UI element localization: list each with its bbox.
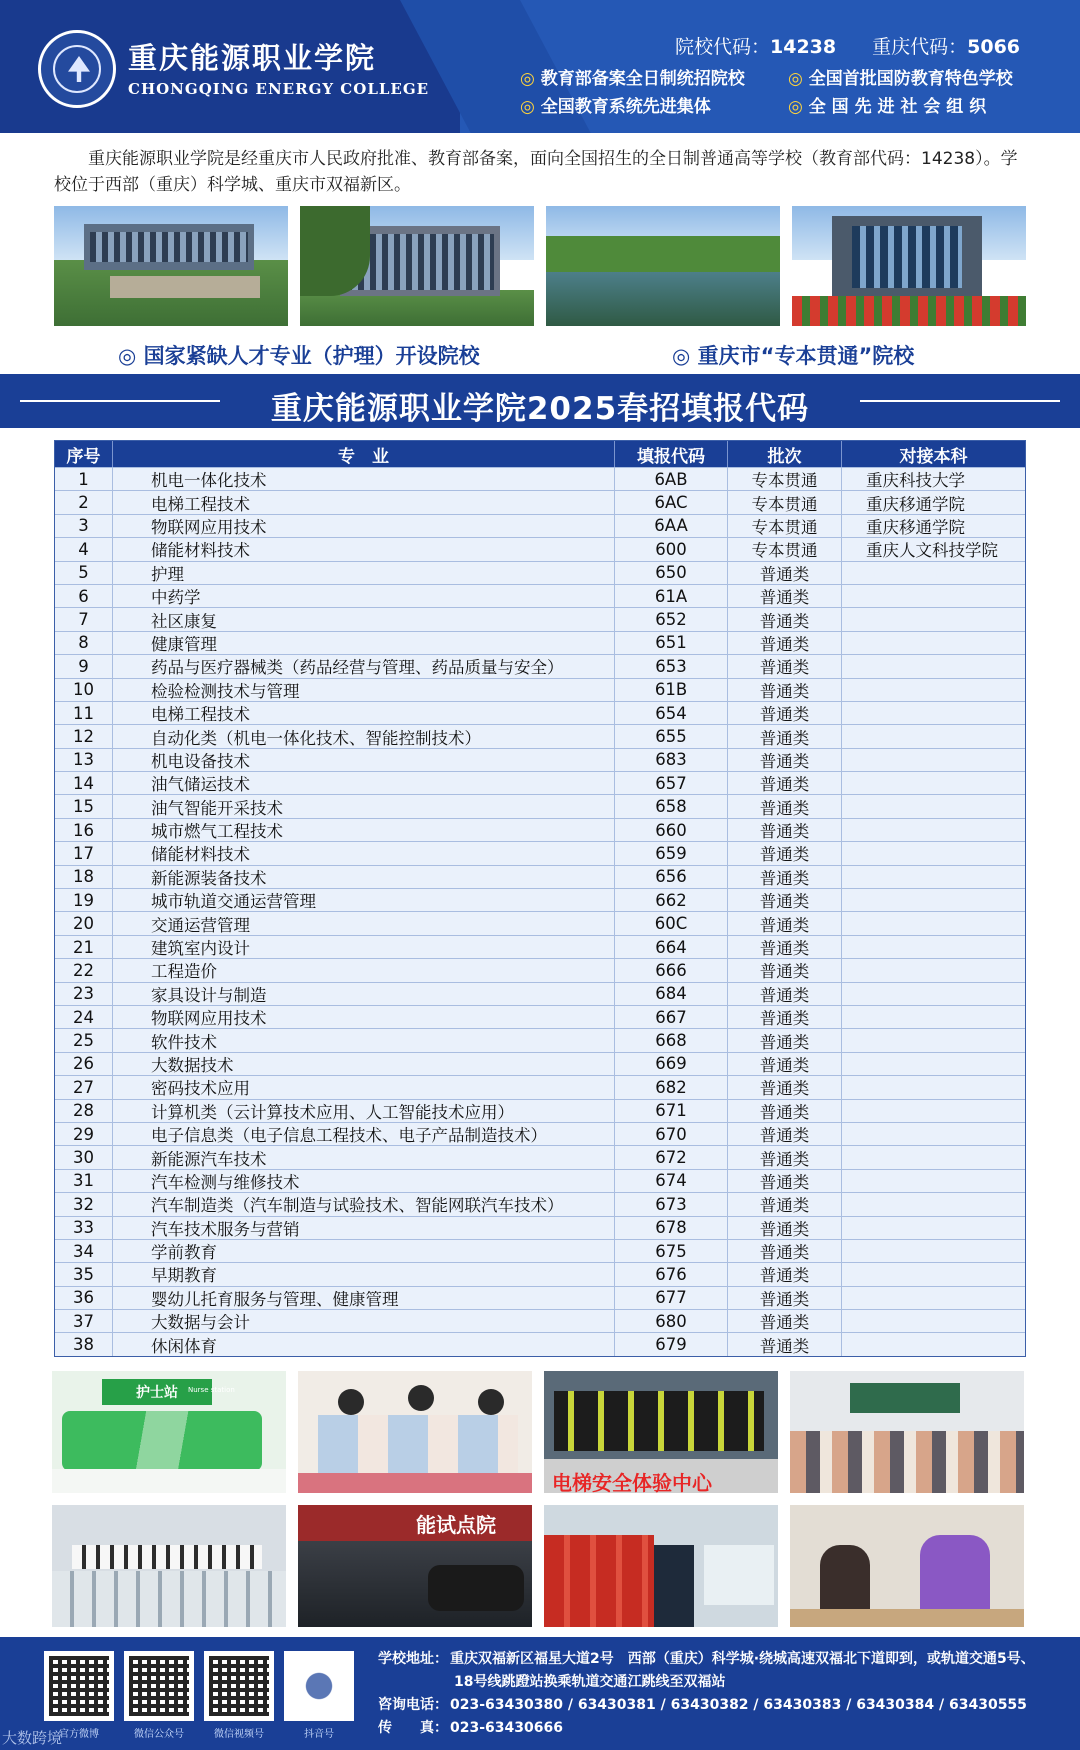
row-code: 680 [615, 1310, 728, 1332]
row-major: 储能材料技术 [113, 842, 615, 864]
college-logo-icon [38, 30, 116, 108]
table-body [55, 467, 1025, 1356]
table-row [55, 678, 1025, 701]
col-header-major: 专 业 [113, 441, 615, 467]
row-major: 学前教育 [113, 1240, 615, 1262]
row-index: 36 [55, 1287, 113, 1309]
row-code: 671 [615, 1100, 728, 1122]
row-major: 机电设备技术 [113, 749, 615, 771]
row-batch: 普通类 [728, 1217, 842, 1239]
row-university [842, 679, 1025, 701]
row-batch: 普通类 [728, 1076, 842, 1098]
row-batch: 普通类 [728, 819, 842, 841]
row-index: 1 [55, 468, 113, 490]
row-batch: 专本贯通 [728, 515, 842, 537]
qr-caption: 微信公众号 [134, 1729, 184, 1740]
table-row [55, 841, 1025, 864]
table-row [55, 1332, 1025, 1355]
row-index: 31 [55, 1170, 113, 1192]
row-index: 6 [55, 585, 113, 607]
row-code: 677 [615, 1287, 728, 1309]
row-major: 工程造价 [113, 959, 615, 981]
row-code: 6AA [615, 515, 728, 537]
table-row [55, 584, 1025, 607]
row-code: 670 [615, 1123, 728, 1145]
table-row [55, 1169, 1025, 1192]
row-code: 664 [615, 936, 728, 958]
row-index: 23 [55, 983, 113, 1005]
row-code: 659 [615, 842, 728, 864]
row-index: 9 [55, 655, 113, 677]
row-university [842, 1053, 1025, 1075]
row-code: 656 [615, 866, 728, 888]
table-row [55, 888, 1025, 911]
row-index: 21 [55, 936, 113, 958]
table-row [55, 1239, 1025, 1262]
row-batch: 普通类 [728, 1053, 842, 1075]
row-major: 健康管理 [113, 632, 615, 654]
row-major: 电子信息类（电子信息工程技术、电子产品制造技术） [113, 1123, 615, 1145]
row-index: 12 [55, 725, 113, 747]
row-major: 检验检测技术与管理 [113, 679, 615, 701]
honor-tag: ◎ 全国教育系统先进集体 [520, 92, 711, 117]
row-batch: 普通类 [728, 679, 842, 701]
row-batch: 普通类 [728, 1123, 842, 1145]
row-code: 667 [615, 1006, 728, 1028]
row-major: 城市燃气工程技术 [113, 819, 615, 841]
row-code: 682 [615, 1076, 728, 1098]
row-code: 679 [615, 1333, 728, 1355]
row-batch: 普通类 [728, 725, 842, 747]
row-code: 672 [615, 1146, 728, 1168]
row-university [842, 1170, 1025, 1192]
row-code: 6AB [615, 468, 728, 490]
col-header-batch: 批次 [728, 441, 842, 467]
row-code: 684 [615, 983, 728, 1005]
phone-text: 023-63430380 / 63430381 / 63430382 / 63430383 / 63430384 / 63430555 [450, 1697, 1027, 1713]
row-index: 28 [55, 1100, 113, 1122]
phone-line [378, 1694, 1068, 1717]
row-code: 678 [615, 1217, 728, 1239]
feature-junior-bachelor: ◎ 重庆市“专本贯通”院校 [672, 340, 914, 370]
cq-code-label: 重庆代码： [872, 36, 968, 58]
row-major: 电梯工程技术 [113, 702, 615, 724]
row-university [842, 959, 1025, 981]
classroom-photo [790, 1371, 1024, 1493]
table-row [55, 748, 1025, 771]
table-row [55, 911, 1025, 934]
intro-paragraph: 重庆能源职业学院是经重庆市人民政府批准、教育部备案，面向全国招生的全日制普通高等学校（教育部代码：14238）。学校位于西部（重庆）科学城、重庆市双福新区。 [54, 149, 1018, 195]
row-index: 7 [55, 608, 113, 630]
row-university [842, 1076, 1025, 1098]
row-university [842, 1146, 1025, 1168]
row-university [842, 772, 1025, 794]
row-university: 重庆人文科技学院 [866, 541, 998, 561]
fax-text: 023-63430666 [450, 1720, 563, 1736]
row-index: 11 [55, 702, 113, 724]
row-index: 38 [55, 1333, 113, 1355]
table-row [55, 467, 1025, 490]
qr-code-icon[interactable] [204, 1651, 274, 1721]
row-batch: 普通类 [728, 585, 842, 607]
skill-point-text: 能试点院 [416, 1513, 496, 1537]
row-code: 675 [615, 1240, 728, 1262]
table-row [55, 1216, 1025, 1239]
fax-label: 传 真： [378, 1720, 448, 1736]
table-header [55, 441, 1025, 467]
early-education-photo [790, 1505, 1024, 1627]
row-batch: 普通类 [728, 795, 842, 817]
row-index: 17 [55, 842, 113, 864]
row-code: 654 [615, 702, 728, 724]
row-batch: 普通类 [728, 1310, 842, 1332]
row-batch: 普通类 [728, 702, 842, 724]
table-row [55, 958, 1025, 981]
row-major: 婴幼儿托育服务与管理、健康管理 [113, 1287, 615, 1309]
row-code: 660 [615, 819, 728, 841]
row-batch: 普通类 [728, 1146, 842, 1168]
row-university [842, 1100, 1025, 1122]
qr-code-icon[interactable] [124, 1651, 194, 1721]
row-batch: 普通类 [728, 889, 842, 911]
campus-photo [300, 206, 534, 326]
row-university [842, 608, 1025, 630]
row-code: 674 [615, 1170, 728, 1192]
row-university [842, 1310, 1025, 1332]
cq-code: 5066 [967, 36, 1021, 58]
row-batch: 普通类 [728, 1006, 842, 1028]
table-row [55, 724, 1025, 747]
row-university [842, 842, 1025, 864]
row-major: 密码技术应用 [113, 1076, 615, 1098]
row-index: 22 [55, 959, 113, 981]
row-batch: 专本贯通 [728, 491, 842, 513]
qr-caption: 官方微博 [59, 1729, 99, 1740]
row-code: 673 [615, 1193, 728, 1215]
table-row [55, 654, 1025, 677]
row-code: 657 [615, 772, 728, 794]
row-code: 668 [615, 1029, 728, 1051]
row-index: 24 [55, 1006, 113, 1028]
nurse-station-sign: 护士站 [136, 1385, 178, 1401]
row-university [842, 749, 1025, 771]
row-university: 重庆移通学院 [866, 517, 965, 537]
row-index: 8 [55, 632, 113, 654]
row-code: 651 [615, 632, 728, 654]
table-row [55, 771, 1025, 794]
row-code: 669 [615, 1053, 728, 1075]
table-row [55, 561, 1025, 584]
row-university [842, 725, 1025, 747]
elevator-center-text: 电梯安全体验中心 [552, 1471, 712, 1493]
row-code: 658 [615, 795, 728, 817]
row-university [842, 1193, 1025, 1215]
row-major: 油气储运技术 [113, 772, 615, 794]
row-university [842, 585, 1025, 607]
table-row [55, 537, 1025, 560]
row-major: 交通运营管理 [113, 912, 615, 934]
table-row [55, 1099, 1025, 1122]
row-major: 护理 [113, 562, 615, 584]
qr-code-icon[interactable] [44, 1651, 114, 1721]
honor-tag: ◎ 教育部备案全日制统招院校 [520, 64, 745, 89]
table-row [55, 1262, 1025, 1285]
row-major: 建筑室内设计 [113, 936, 615, 958]
row-index: 13 [55, 749, 113, 771]
admission-code-table [54, 440, 1026, 1357]
row-code: 61A [615, 585, 728, 607]
row-major: 中药学 [113, 585, 615, 607]
row-major: 休闲体育 [113, 1333, 615, 1355]
college-name-cn: 重庆能源职业学院 [128, 41, 377, 75]
row-batch: 普通类 [728, 959, 842, 981]
table-row [55, 982, 1025, 1005]
row-batch: 普通类 [728, 936, 842, 958]
row-major: 油气智能开采技术 [113, 795, 615, 817]
row-batch: 普通类 [728, 562, 842, 584]
row-university: 重庆移通学院 [866, 494, 965, 514]
row-university [842, 1006, 1025, 1028]
row-index: 15 [55, 795, 113, 817]
row-batch: 普通类 [728, 1333, 842, 1355]
row-major: 早期教育 [113, 1263, 615, 1285]
row-index: 35 [55, 1263, 113, 1285]
qr-caption: 微信视频号 [214, 1729, 264, 1740]
elevator-center-photo [544, 1371, 778, 1493]
row-index: 20 [55, 912, 113, 934]
row-batch: 普通类 [728, 1263, 842, 1285]
row-university [842, 936, 1025, 958]
row-index: 33 [55, 1217, 113, 1239]
nurse-station-sign-en: Nurse station [188, 1386, 235, 1394]
row-batch: 普通类 [728, 983, 842, 1005]
row-index: 34 [55, 1240, 113, 1262]
title-banner [0, 374, 1080, 428]
row-batch: 普通类 [728, 1193, 842, 1215]
row-index: 5 [55, 562, 113, 584]
row-university [842, 889, 1025, 911]
row-batch: 普通类 [728, 1287, 842, 1309]
row-batch: 普通类 [728, 1100, 842, 1122]
row-university [842, 562, 1025, 584]
row-major: 软件技术 [113, 1029, 615, 1051]
row-university [842, 632, 1025, 654]
row-major: 储能材料技术 [113, 538, 615, 560]
row-university [842, 1029, 1025, 1051]
col-header-university: 对接本科 [899, 446, 968, 467]
row-batch: 专本贯通 [728, 538, 842, 560]
table-row [55, 1309, 1025, 1332]
row-index: 16 [55, 819, 113, 841]
row-batch: 普通类 [728, 1029, 842, 1051]
campus-photo [546, 206, 780, 326]
row-major: 物联网应用技术 [113, 515, 615, 537]
table-row [55, 794, 1025, 817]
row-major: 汽车检测与维修技术 [113, 1170, 615, 1192]
table-row [55, 701, 1025, 724]
qr-caption: 抖音号 [304, 1729, 334, 1740]
feature-nursing: ◎ 国家紧缺人才专业（护理）开设院校 [118, 340, 480, 370]
table-row [55, 818, 1025, 841]
col-header-index: 序号 [55, 441, 113, 467]
row-index: 29 [55, 1123, 113, 1145]
students-training-photo [544, 1505, 778, 1627]
auto-skill-photo [298, 1505, 532, 1627]
watermark: 大数跨境 [2, 1729, 63, 1747]
row-index: 25 [55, 1029, 113, 1051]
address-line [378, 1648, 1068, 1671]
college-name-en: CHONGQING ENERGY COLLEGE [128, 80, 430, 98]
table-row [55, 1192, 1025, 1215]
table-row [55, 1286, 1025, 1309]
address-label: 学校地址： [378, 1651, 448, 1667]
row-university [842, 1123, 1025, 1145]
row-code: 652 [615, 608, 728, 630]
row-code: 61B [615, 679, 728, 701]
row-batch: 普通类 [728, 1240, 842, 1262]
row-major: 电梯工程技术 [113, 491, 615, 513]
row-code: 600 [615, 538, 728, 560]
address-text: 重庆双福新区福星大道2号 西部（重庆）科学城·绕城高速双福北下道即到，或轨道交通5号、 [450, 1651, 1035, 1667]
table-row [55, 514, 1025, 537]
row-index: 2 [55, 491, 113, 513]
row-index: 10 [55, 679, 113, 701]
row-major: 大数据与会计 [113, 1310, 615, 1332]
row-code: 6AC [615, 491, 728, 513]
row-code: 666 [615, 959, 728, 981]
row-index: 37 [55, 1310, 113, 1332]
row-batch: 普通类 [728, 866, 842, 888]
row-index: 27 [55, 1076, 113, 1098]
row-major: 家具设计与制造 [113, 983, 615, 1005]
honor-tag: ◎ 全国首批国防教育特色学校 [788, 64, 1013, 89]
row-batch: 专本贯通 [728, 468, 842, 490]
row-major: 城市轨道交通运营管理 [113, 889, 615, 911]
fax-line [378, 1717, 1068, 1740]
row-index: 18 [55, 866, 113, 888]
row-batch: 普通类 [728, 912, 842, 934]
table-row [55, 935, 1025, 958]
banner-title: 重庆能源职业学院2025春招填报代码 [270, 391, 810, 427]
row-university [842, 1333, 1025, 1355]
table-row [55, 1005, 1025, 1028]
header [0, 0, 1080, 133]
row-index: 14 [55, 772, 113, 794]
row-index: 19 [55, 889, 113, 911]
honor-tag: ◎ 全 国 先 进 社 会 组 织 [788, 92, 986, 117]
row-batch: 普通类 [728, 842, 842, 864]
campus-photo [792, 206, 1026, 326]
row-batch: 普通类 [728, 632, 842, 654]
school-code-label: 院校代码： [675, 36, 771, 58]
row-code: 676 [615, 1263, 728, 1285]
row-batch: 普通类 [728, 1170, 842, 1192]
row-major: 社区康复 [113, 608, 615, 630]
contact-info [378, 1648, 1068, 1740]
row-major: 汽车制造类（汽车制造与试验技术、智能网联汽车技术） [113, 1193, 615, 1215]
row-major: 汽车技术服务与营销 [113, 1217, 615, 1239]
row-university [842, 1263, 1025, 1285]
row-university [842, 655, 1025, 677]
row-code: 662 [615, 889, 728, 911]
row-batch: 普通类 [728, 655, 842, 677]
row-university [842, 983, 1025, 1005]
nurse-station-photo [52, 1371, 286, 1493]
col-header-code: 填报代码 [615, 441, 728, 467]
address-line-2: 18号线跳蹬站换乘轨道交通江跳线至双福站 [454, 1674, 726, 1690]
row-batch: 普通类 [728, 608, 842, 630]
row-code: 655 [615, 725, 728, 747]
row-university [842, 1217, 1025, 1239]
row-major: 计算机类（云计算技术应用、人工智能技术应用） [113, 1100, 615, 1122]
school-code: 14238 [770, 36, 837, 58]
row-major: 物联网应用技术 [113, 1006, 615, 1028]
nursing-training-photo [298, 1371, 532, 1493]
table-row [55, 865, 1025, 888]
row-major: 新能源汽车技术 [113, 1146, 615, 1168]
row-university [842, 1287, 1025, 1309]
row-index: 3 [55, 515, 113, 537]
phone-label: 咨询电话： [378, 1697, 448, 1713]
row-university [842, 912, 1025, 934]
row-university [842, 1240, 1025, 1262]
model-showcase-photo [52, 1505, 286, 1627]
college-codes [675, 32, 1020, 59]
row-university [842, 795, 1025, 817]
row-university [842, 702, 1025, 724]
table-row [55, 1028, 1025, 1051]
row-batch: 普通类 [728, 772, 842, 794]
row-university [842, 819, 1025, 841]
row-code: 683 [615, 749, 728, 771]
row-university [842, 866, 1025, 888]
row-batch: 普通类 [728, 749, 842, 771]
row-major: 新能源装备技术 [113, 866, 615, 888]
row-major: 自动化类（机电一体化技术、智能控制技术） [113, 725, 615, 747]
row-index: 30 [55, 1146, 113, 1168]
qr-code-icon[interactable] [284, 1651, 354, 1721]
row-index: 32 [55, 1193, 113, 1215]
row-index: 26 [55, 1053, 113, 1075]
table-row [55, 1122, 1025, 1145]
row-code: 653 [615, 655, 728, 677]
table-row [55, 1145, 1025, 1168]
table-row [55, 1052, 1025, 1075]
row-major: 药品与医疗器械类（药品经营与管理、药品质量与安全） [113, 655, 615, 677]
table-row [55, 1075, 1025, 1098]
row-university: 重庆科技大学 [866, 471, 965, 491]
row-major: 大数据技术 [113, 1053, 615, 1075]
table-row [55, 607, 1025, 630]
row-code: 60C [615, 912, 728, 934]
row-code: 650 [615, 562, 728, 584]
row-index: 4 [55, 538, 113, 560]
table-row [55, 490, 1025, 513]
footer [0, 1637, 1080, 1750]
table-row [55, 631, 1025, 654]
campus-photo [54, 206, 288, 326]
row-major: 机电一体化技术 [113, 468, 615, 490]
